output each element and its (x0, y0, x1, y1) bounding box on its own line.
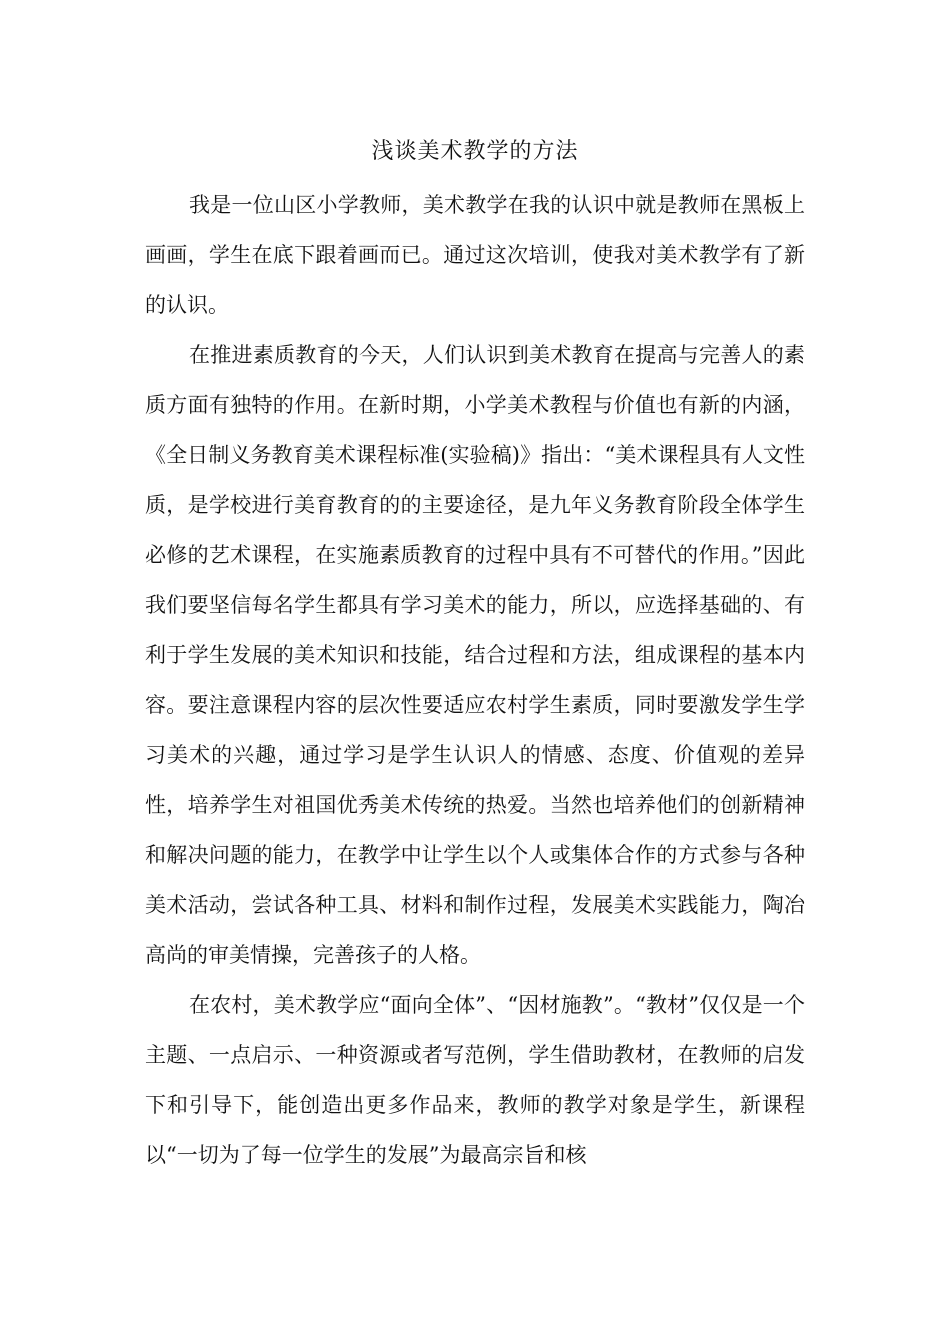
document-body (145, 180, 805, 1180)
document-title: 浅谈美术教学的方法 (371, 139, 579, 164)
paragraph-3: 在农村，美术教学应“面向全体”、“因材施教”。“教材”仅仅是一个主题、一点启示、一种资源或者写范例，学生借助教材，在教师的启发下和引导下，能创造出更多作品来，教师的教学对象是学生，新课程以“一切为了每一位学生的发展”为最高宗旨和核 (145, 993, 805, 1167)
paragraph-1: 我是一位山区小学教师，美术教学在我的认识中就是教师在黑板上画画，学生在底下跟着画而已。通过这次培训，使我对美术教学有了新的认识。 (145, 193, 805, 317)
paragraph-2: 在推进素质教育的今天，人们认识到美术教育在提高与完善人的素质方面有独特的作用。在新时期，小学美术教程与价值也有新的内涵，《全日制义务教育美术课程标准(实验稿)》指出：“美术课程具有人文性质，是学校进行美育教育的的主要途径，是九年义务教育阶段全体学生必修的艺术课程，在实施素质教育的过程中具有不可替代的作用。”因此我们要坚信每名学生都具有学习美术的能力，所以，应选择基础的、有利于学生发展的美术知识和技能，结合过程和方法，组成课程的基本内容。要注意课程内容的层次性要适应农村学生素质，同时要激发学生学习美术的兴趣，通过学习是学生认识人的情感、态度、价值观的差异性，培养学生对祖国优秀美术传统的热爱。当然也培养他们的创新精神和解决问题的能力，在教学中让学生以个人或集体合作的方式参与各种美术活动，尝试各种工具、材料和制作过程，发展美术实践能力，陶冶高尚的审美情操，完善孩子的人格。 (145, 343, 805, 967)
